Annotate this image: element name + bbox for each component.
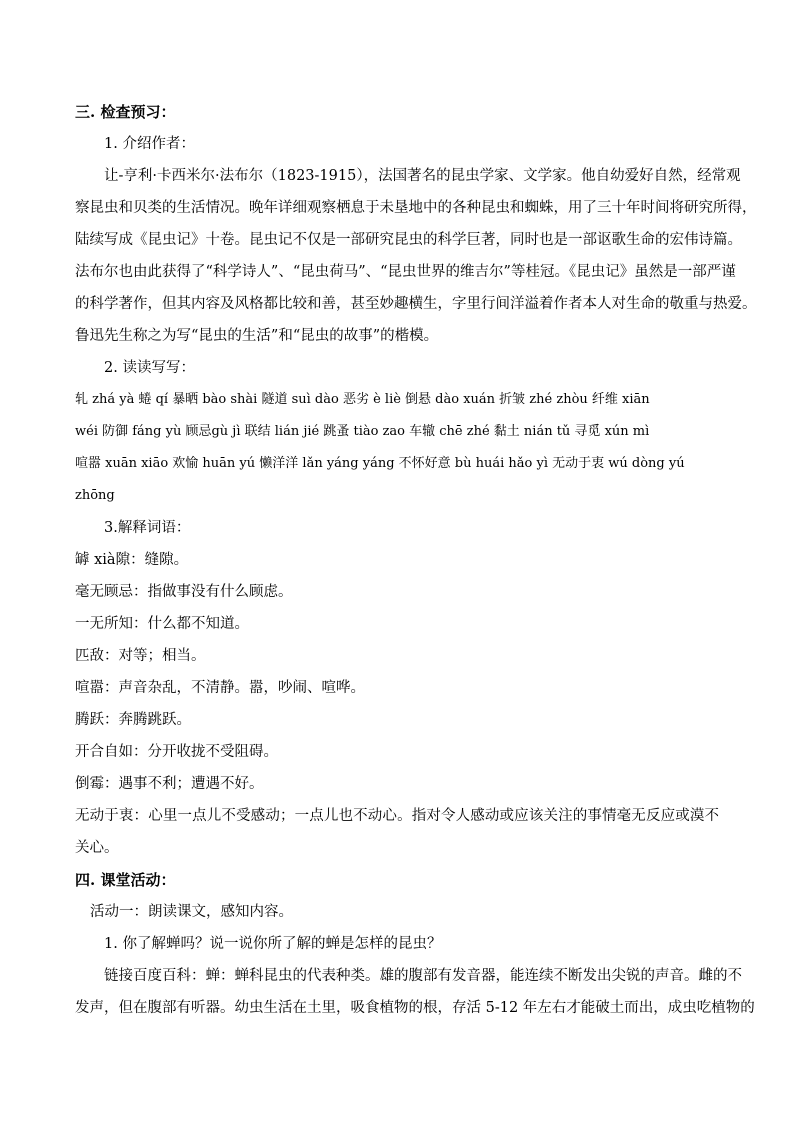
section4-heading: 四. 课堂活动： (75, 871, 176, 889)
section3-heading: 三. 检查预习： (75, 103, 176, 121)
author-paragraph-line: 陆续写成《昆虫记》十卷。昆虫记不仅是一部研究昆虫的科学巨著，同时也是一部讴歌生命的宏伟诗篇。 (75, 232, 742, 248)
definition-line: 喧嚣：声音杂乱，不清静。嚣，吵闹、喧哗。 (75, 680, 365, 696)
author-paragraph-line: 的科学著作，但其内容及风格都比较和善，甚至妙趣横生，字里行间洋溢着作者本人对生命的敬重与热爱。 (75, 296, 757, 312)
vocab-line: 轧 zhá yà 蜷 qí 暴晒 bào shài 隧道 suì dào 恶劣 è liè 倒悬 dào xuán 折皱 zhé zhòu 纤维 xiān (75, 392, 650, 407)
item3-title: 3.解释词语： (104, 520, 191, 536)
question1-line: 1. 你了解蝉吗？说一说你所了解的蝉是怎样的昆虫？ (104, 936, 442, 952)
author-paragraph-line: 鲁迅先生称之为写“昆虫的生活”和“昆虫的故事”的楷模。 (75, 328, 439, 344)
vocab-line: 喧嚣 xuān xiāo 欢愉 huān yú 懒洋洋 lǎn yáng yáng 不怀好意 bù huái hǎo yì 无动于衷 wú dòng yú (75, 456, 685, 471)
item1-title: 1. 介绍作者： (104, 136, 195, 152)
definition-line: 一无所知：什么都不知道。 (75, 616, 249, 632)
definition-line: 腾跃：奔腾跳跃。 (75, 712, 191, 728)
baike-paragraph-line: 链接百度百科：蝉：蝉科昆虫的代表种类。雄的腹部有发音器，能连续不断发出尖锐的声音。雌的不 (104, 968, 742, 984)
author-paragraph-line: 让-亨利·卡西米尔·法布尔（1823-1915），法国著名的昆虫学家、文学家。他自幼爱好自然，经常观 (104, 168, 741, 184)
vocab-line: wéi 防御 fáng yù 顾忌gù jì 联结 lián jié 跳蚤 tiào zao 车辙 chē zhé 黏土 nián tǔ 寻觅 xún mì (75, 424, 650, 439)
definition-line: 无动于衷：心里一点儿不受感动；一点儿也不动心。指对令人感动或应该关注的事情毫无反应或漠不 (75, 808, 719, 824)
definition-line: 开合自如：分开收拢不受阻碍。 (75, 744, 278, 760)
author-paragraph-line: 察昆虫和贝类的生活情况。晚年详细观察栖息于未垦地中的各种昆虫和蜘蛛，用了三十年时间将研究所得， (75, 200, 757, 216)
author-paragraph-line: 法布尔也由此获得了“科学诗人”、“昆虫荷马”、“昆虫世界的维吉尔”等桂冠。《昆虫记》虽然是一部严谨 (75, 264, 736, 280)
definition-line: 毫无顾忌：指做事没有什么顾虑。 (75, 584, 293, 600)
activity1-line: 活动一：朗读课文，感知内容。 (90, 904, 293, 920)
definition-line: 倒霉：遇事不利；遭遇不好。 (75, 776, 264, 792)
definition-line: 罅 xià隙：缝隙。 (75, 552, 189, 568)
definition-line: 关心。 (75, 840, 119, 856)
vocab-line: zhōng (75, 488, 115, 503)
baike-paragraph-line: 发声，但在腹部有听器。幼虫生活在土里，吸食植物的根，存活 5-12 年左右才能破土而出，成虫吃植物的 (75, 1000, 755, 1016)
definition-line: 匹敌：对等；相当。 (75, 648, 206, 664)
item2-title: 2. 读读写写： (104, 360, 195, 376)
